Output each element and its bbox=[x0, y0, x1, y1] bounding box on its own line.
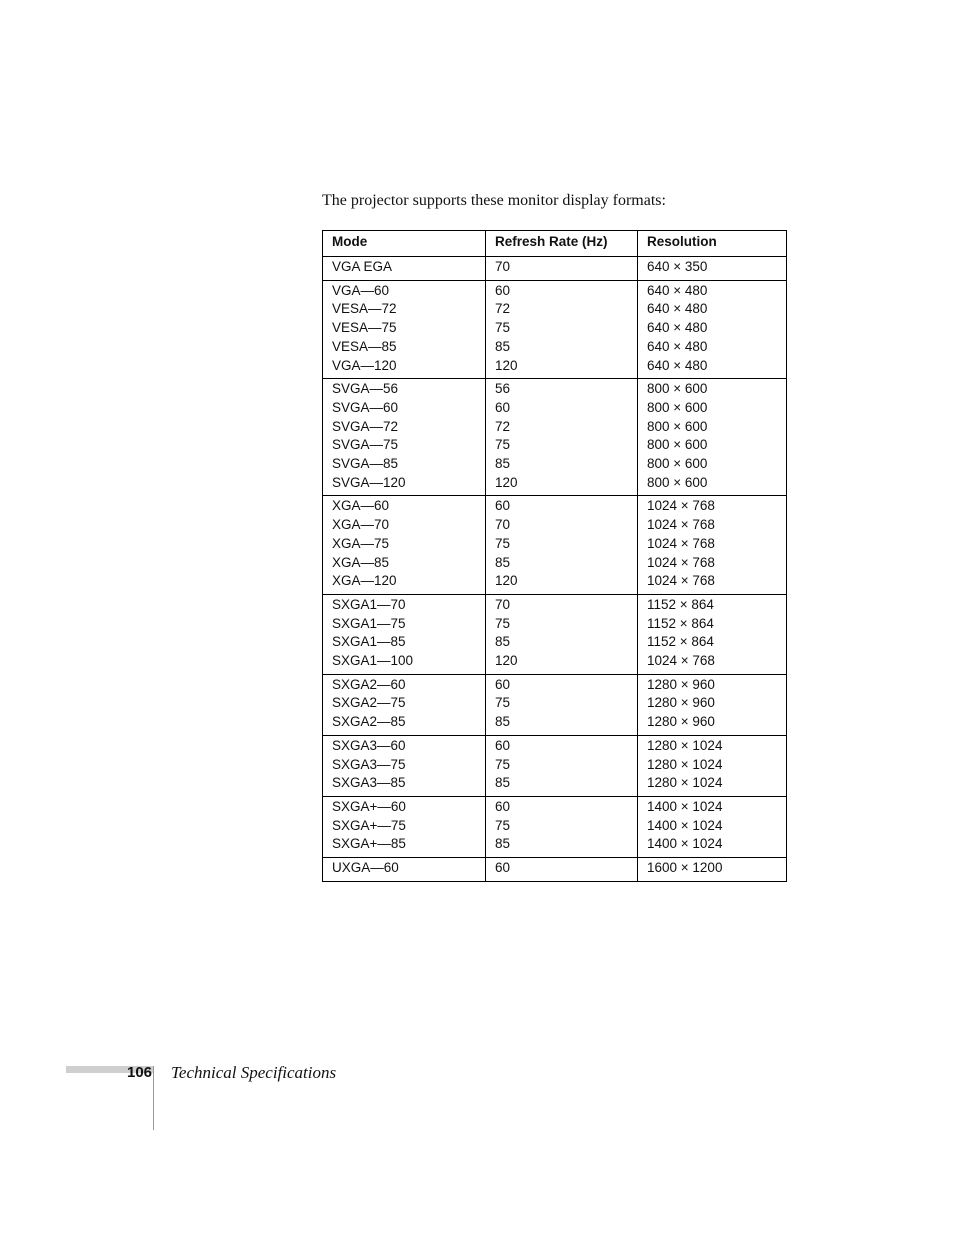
mode-value: XGA—75 bbox=[332, 535, 390, 551]
refresh-rate-cell bbox=[486, 280, 638, 379]
refresh-rate-value: 120 bbox=[495, 357, 518, 373]
refresh-rate-value: 120 bbox=[495, 474, 518, 490]
resolution-value: 800 × 600 bbox=[647, 381, 708, 397]
resolution-cell bbox=[638, 796, 787, 857]
refresh-rate-value: 85 bbox=[495, 714, 511, 730]
mode-cell bbox=[323, 496, 486, 595]
resolution-value: 640 × 480 bbox=[647, 357, 708, 373]
intro-text: The projector supports these monitor display formats: bbox=[322, 192, 666, 209]
resolution-value: 800 × 600 bbox=[647, 399, 708, 415]
resolution-value: 1024 × 768 bbox=[647, 573, 715, 589]
resolution-value: 1152 × 864 bbox=[647, 596, 714, 612]
table-row bbox=[323, 280, 787, 379]
refresh-rate-value: 60 bbox=[495, 282, 511, 298]
mode-value: VESA—75 bbox=[332, 320, 397, 336]
resolution-value: 1024 × 768 bbox=[647, 554, 715, 570]
mode-value: VGA EGA bbox=[332, 259, 393, 274]
mode-cell bbox=[323, 594, 486, 674]
table-row bbox=[323, 674, 787, 735]
resolution-value: 1280 × 960 bbox=[647, 714, 715, 730]
refresh-rate-cell bbox=[486, 858, 638, 882]
refresh-rate-cell bbox=[486, 674, 638, 735]
mode-cell bbox=[323, 257, 486, 281]
page-number: 106 bbox=[127, 1064, 153, 1081]
table-header-row bbox=[323, 231, 787, 257]
mode-cell bbox=[323, 280, 486, 379]
mode-value: SXGA+—60 bbox=[332, 798, 406, 814]
mode-cell bbox=[323, 674, 486, 735]
refresh-rate-cell bbox=[486, 496, 638, 595]
refresh-rate-value: 75 bbox=[495, 320, 511, 336]
table-row bbox=[323, 594, 787, 674]
refresh-rate-value: 70 bbox=[495, 517, 511, 533]
refresh-rate-value: 60 bbox=[495, 399, 511, 415]
resolution-value: 1152 × 864 bbox=[647, 615, 714, 631]
resolution-value: 1280 × 1024 bbox=[647, 737, 723, 753]
resolution-value: 1600 × 1200 bbox=[647, 860, 723, 876]
table-body bbox=[323, 257, 787, 882]
resolution-cell bbox=[638, 496, 787, 595]
resolution-value: 800 × 600 bbox=[647, 456, 708, 472]
mode-cell bbox=[323, 379, 486, 496]
refresh-rate-value: 75 bbox=[495, 695, 511, 711]
mode-value: SVGA—85 bbox=[332, 456, 399, 472]
refresh-rate-cell bbox=[486, 257, 638, 281]
header-mode: Mode bbox=[323, 231, 486, 257]
mode-value: XGA—60 bbox=[332, 498, 390, 514]
display-formats-table bbox=[322, 230, 787, 882]
resolution-value: 640 × 480 bbox=[647, 301, 708, 317]
refresh-rate-value: 85 bbox=[495, 836, 511, 852]
resolution-value: 1024 × 768 bbox=[647, 517, 715, 533]
refresh-rate-value: 70 bbox=[495, 259, 511, 274]
footer-divider bbox=[153, 1066, 154, 1130]
refresh-rate-value: 75 bbox=[495, 615, 511, 631]
mode-value: SXGA2—85 bbox=[332, 714, 406, 730]
mode-value: SXGA1—85 bbox=[332, 634, 406, 650]
refresh-rate-value: 72 bbox=[495, 301, 511, 317]
refresh-rate-value: 72 bbox=[495, 418, 511, 434]
header-refresh-rate: Refresh Rate (Hz) bbox=[486, 231, 638, 257]
resolution-cell bbox=[638, 858, 787, 882]
mode-value: VGA—120 bbox=[332, 357, 397, 373]
mode-value: VESA—85 bbox=[332, 338, 397, 354]
mode-value: UXGA—60 bbox=[332, 860, 399, 876]
resolution-value: 1024 × 768 bbox=[647, 653, 715, 669]
resolution-value: 640 × 480 bbox=[647, 338, 708, 354]
mode-value: XGA—120 bbox=[332, 573, 397, 589]
refresh-rate-value: 60 bbox=[495, 860, 511, 876]
resolution-cell bbox=[638, 379, 787, 496]
mode-value: SVGA—56 bbox=[332, 381, 399, 397]
resolution-cell bbox=[638, 280, 787, 379]
resolution-cell bbox=[638, 735, 787, 796]
resolution-cell bbox=[638, 594, 787, 674]
refresh-rate-value: 75 bbox=[495, 437, 511, 453]
resolution-value: 1280 × 1024 bbox=[647, 756, 723, 772]
resolution-value: 1152 × 864 bbox=[647, 634, 714, 650]
refresh-rate-value: 60 bbox=[495, 737, 511, 753]
refresh-rate-value: 75 bbox=[495, 817, 511, 833]
table-row bbox=[323, 257, 787, 281]
table-row bbox=[323, 796, 787, 857]
refresh-rate-value: 60 bbox=[495, 798, 511, 814]
resolution-value: 800 × 600 bbox=[647, 418, 708, 434]
table-row bbox=[323, 379, 787, 496]
resolution-value: 640 × 480 bbox=[647, 282, 708, 298]
mode-cell bbox=[323, 796, 486, 857]
table-row bbox=[323, 735, 787, 796]
mode-value: SVGA—72 bbox=[332, 418, 399, 434]
mode-value: XGA—85 bbox=[332, 554, 390, 570]
refresh-rate-cell bbox=[486, 594, 638, 674]
mode-value: SXGA1—100 bbox=[332, 653, 414, 669]
resolution-value: 1280 × 1024 bbox=[647, 775, 723, 791]
resolution-value: 1280 × 960 bbox=[647, 695, 715, 711]
resolution-value: 1024 × 768 bbox=[647, 498, 715, 514]
refresh-rate-value: 60 bbox=[495, 498, 511, 514]
refresh-rate-value: 85 bbox=[495, 775, 511, 791]
refresh-rate-value: 75 bbox=[495, 535, 511, 551]
resolution-value: 1024 × 768 bbox=[647, 535, 715, 551]
refresh-rate-value: 120 bbox=[495, 653, 518, 669]
section-title: Technical Specifications bbox=[171, 1063, 337, 1082]
resolution-value: 800 × 600 bbox=[647, 474, 708, 490]
mode-value: SXGA1—70 bbox=[332, 596, 406, 612]
mode-cell bbox=[323, 858, 486, 882]
resolution-value: 640 × 480 bbox=[647, 320, 708, 336]
resolution-value: 800 × 600 bbox=[647, 437, 708, 453]
resolution-value: 1400 × 1024 bbox=[647, 836, 723, 852]
mode-value: VESA—72 bbox=[332, 301, 397, 317]
refresh-rate-value: 85 bbox=[495, 554, 511, 570]
mode-value: SXGA+—85 bbox=[332, 836, 406, 852]
resolution-cell bbox=[638, 674, 787, 735]
resolution-value: 1400 × 1024 bbox=[647, 817, 723, 833]
mode-value: SVGA—120 bbox=[332, 474, 406, 490]
mode-value: SXGA+—75 bbox=[332, 817, 406, 833]
refresh-rate-value: 120 bbox=[495, 573, 518, 589]
table-row bbox=[323, 496, 787, 595]
mode-value: SXGA2—60 bbox=[332, 676, 406, 692]
mode-value: SXGA3—60 bbox=[332, 737, 406, 753]
mode-value: SXGA2—75 bbox=[332, 695, 406, 711]
resolution-value: 1280 × 960 bbox=[647, 676, 715, 692]
mode-value: SXGA3—75 bbox=[332, 756, 406, 772]
mode-value: SXGA1—75 bbox=[332, 615, 406, 631]
mode-value: SXGA3—85 bbox=[332, 775, 406, 791]
table-row bbox=[323, 858, 787, 882]
resolution-cell bbox=[638, 257, 787, 281]
mode-value: SVGA—60 bbox=[332, 399, 399, 415]
header-resolution: Resolution bbox=[638, 231, 787, 257]
refresh-rate-value: 85 bbox=[495, 634, 511, 650]
resolution-value: 640 × 350 bbox=[647, 259, 708, 274]
refresh-rate-cell bbox=[486, 796, 638, 857]
resolution-value: 1400 × 1024 bbox=[647, 798, 723, 814]
refresh-rate-cell bbox=[486, 379, 638, 496]
mode-value: VGA—60 bbox=[332, 282, 390, 298]
refresh-rate-value: 85 bbox=[495, 456, 511, 472]
refresh-rate-value: 75 bbox=[495, 756, 511, 772]
refresh-rate-value: 56 bbox=[495, 381, 511, 397]
refresh-rate-cell bbox=[486, 735, 638, 796]
mode-cell bbox=[323, 735, 486, 796]
refresh-rate-value: 60 bbox=[495, 676, 511, 692]
refresh-rate-value: 85 bbox=[495, 338, 511, 354]
mode-value: SVGA—75 bbox=[332, 437, 399, 453]
refresh-rate-value: 70 bbox=[495, 596, 511, 612]
mode-value: XGA—70 bbox=[332, 517, 390, 533]
